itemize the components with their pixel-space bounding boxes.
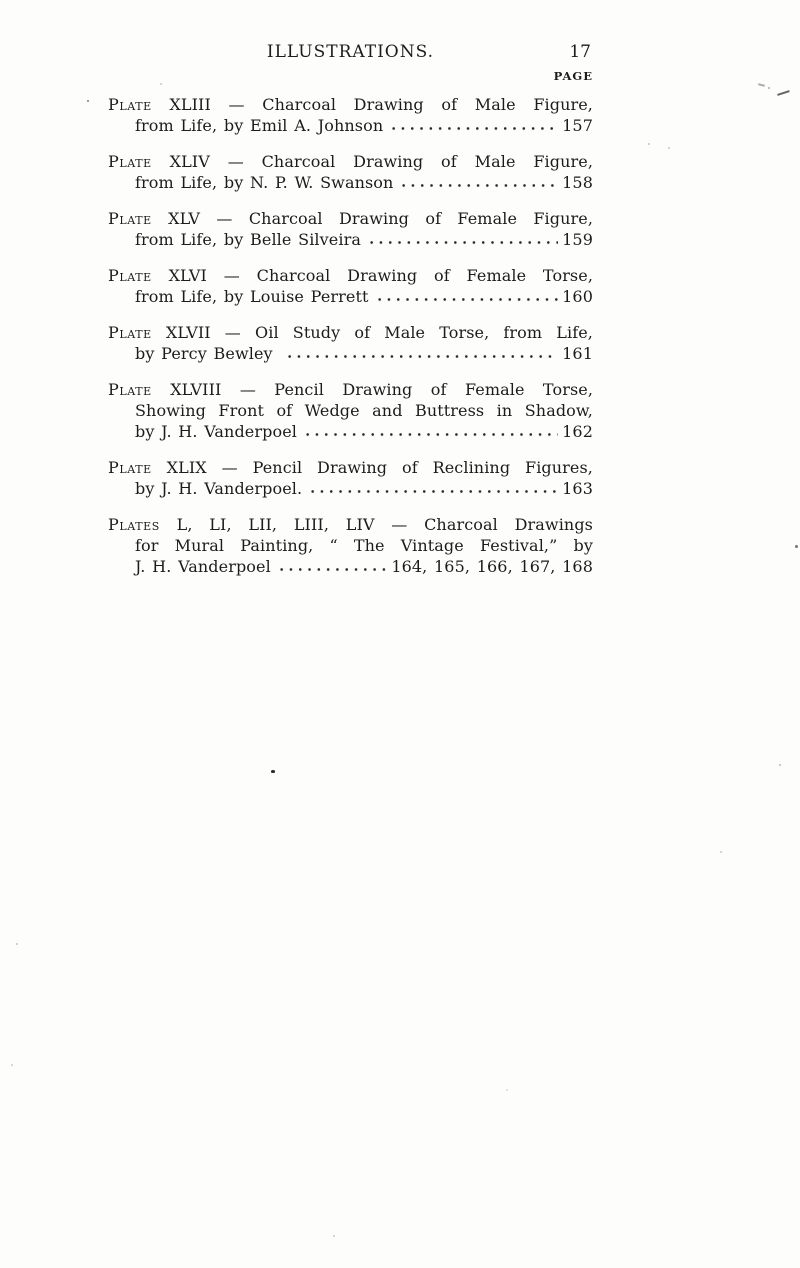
- entry-middle-line: Showing Front of Wedge and Buttress in Shadow,: [135, 401, 593, 420]
- entry-page-number: 157: [562, 116, 593, 135]
- entry-last-line-text: from Life, by Louise Perrett: [135, 287, 369, 306]
- entry-page-number: 161: [562, 344, 593, 363]
- leader-dots: [396, 172, 558, 193]
- entry-first-line: [108, 265, 594, 286]
- scan-speck: [87, 100, 89, 102]
- entry-plate-label: Plate: [108, 458, 152, 477]
- entry-last-line-text: from Life, by N. P. W. Swanson: [135, 173, 394, 192]
- illustration-list: [108, 94, 593, 592]
- entry-plate-label: Plate: [108, 323, 152, 342]
- entry-page-number: 160: [562, 287, 593, 306]
- leader-dots: [372, 286, 559, 307]
- entry-first-line-text: XLV — Charcoal Drawing of Female Figure,: [168, 209, 594, 228]
- entry-first-line: [108, 457, 593, 478]
- entry-last-line: [135, 421, 593, 442]
- entry-first-line: [108, 514, 593, 535]
- scan-speck: [668, 147, 670, 149]
- illustration-entry: [108, 94, 593, 136]
- entry-last-line: [135, 556, 593, 577]
- scan-mark: [777, 90, 790, 96]
- entry-last-line: [135, 229, 593, 250]
- entry-first-line-text: XLVII — Oil Study of Male Torse, from Life,: [165, 323, 593, 342]
- entry-last-line: [135, 115, 593, 136]
- entry-first-line-text: L, LI, LII, LIII, LIV — Charcoal Drawings: [176, 515, 593, 534]
- scan-mark: [758, 83, 765, 86]
- scan-speck: [768, 87, 770, 89]
- illustration-entry: [108, 208, 593, 250]
- scan-speck: [11, 1064, 13, 1066]
- entry-first-line-text: XLIX — Pencil Drawing of Reclining Figures,: [166, 458, 593, 477]
- entry-last-line: [135, 343, 593, 364]
- scan-speck: [333, 1235, 335, 1237]
- scan-speck: [720, 851, 722, 853]
- ink-spot: [271, 770, 275, 773]
- entry-last-line-text: from Life, by Belle Silveira: [135, 230, 361, 249]
- page-header: [108, 42, 593, 83]
- entry-page-number: 159: [562, 230, 593, 249]
- entry-last-line-text: J. H. Vanderpoel: [135, 557, 271, 576]
- entry-first-line-text: XLVI — Charcoal Drawing of Female Torse,: [168, 266, 594, 285]
- leader-dots: [386, 115, 558, 136]
- leader-dots: [364, 229, 558, 250]
- leader-dots: [300, 421, 558, 442]
- entry-page-number: 164, 165, 166, 167, 168: [391, 557, 593, 576]
- illustration-entry: [108, 379, 593, 442]
- entry-page-number: 163: [562, 479, 593, 498]
- page-title: ILLUSTRATIONS.: [266, 42, 435, 62]
- scan-speck: [160, 83, 162, 85]
- scan-speck: [506, 1089, 508, 1091]
- entry-last-line-text: by J. H. Vanderpoel: [135, 422, 297, 441]
- entry-page-number: 162: [562, 422, 593, 441]
- entry-plate-label: Plate: [108, 380, 152, 399]
- illustration-entry: [108, 265, 593, 307]
- entry-page-number: 158: [562, 173, 593, 192]
- scan-speck: [795, 545, 798, 548]
- entry-first-line: [108, 379, 594, 400]
- entry-plate-label: Plate: [108, 209, 152, 228]
- leader-dots: [274, 556, 387, 577]
- entry-first-line: [108, 94, 593, 115]
- entry-last-line: [135, 286, 593, 307]
- entry-first-line-text: XLIII — Charcoal Drawing of Male Figure,: [169, 95, 593, 114]
- illustration-entry: [108, 457, 593, 499]
- entry-plate-label: Plate: [108, 95, 152, 114]
- illustration-entry: [108, 514, 593, 577]
- entry-last-line-text: from Life, by Emil A. Johnson: [135, 116, 384, 135]
- entry-first-line: [108, 322, 593, 343]
- page-column-label: PAGE: [553, 69, 593, 83]
- entry-last-line-text: by Percy Bewley: [135, 344, 280, 363]
- entry-first-line: [108, 208, 594, 229]
- scan-speck: [16, 943, 18, 945]
- leader-dots: [282, 343, 558, 364]
- entry-middle-line: for Mural Painting, “ The Vintage Festival,” by: [135, 536, 593, 555]
- scan-speck: [779, 764, 781, 766]
- scan-speck: [648, 143, 650, 145]
- entry-last-line: [135, 478, 593, 499]
- entry-first-line-text: XLIV — Charcoal Drawing of Male Figure,: [169, 152, 594, 171]
- entry-last-line: [135, 172, 593, 193]
- entry-last-line-text: by J. H. Vanderpoel.: [135, 479, 303, 498]
- leader-dots: [305, 478, 558, 499]
- entry-plate-label: Plate: [108, 266, 152, 285]
- folio-number: 17: [569, 42, 591, 62]
- entry-first-line: [108, 151, 594, 172]
- entry-plate-label: Plates: [108, 515, 160, 534]
- entry-plate-label: Plate: [108, 152, 152, 171]
- entry-first-line-text: XLVIII — Pencil Drawing of Female Torse,: [170, 380, 594, 399]
- illustration-entry: [108, 322, 593, 364]
- illustration-entry: [108, 151, 593, 193]
